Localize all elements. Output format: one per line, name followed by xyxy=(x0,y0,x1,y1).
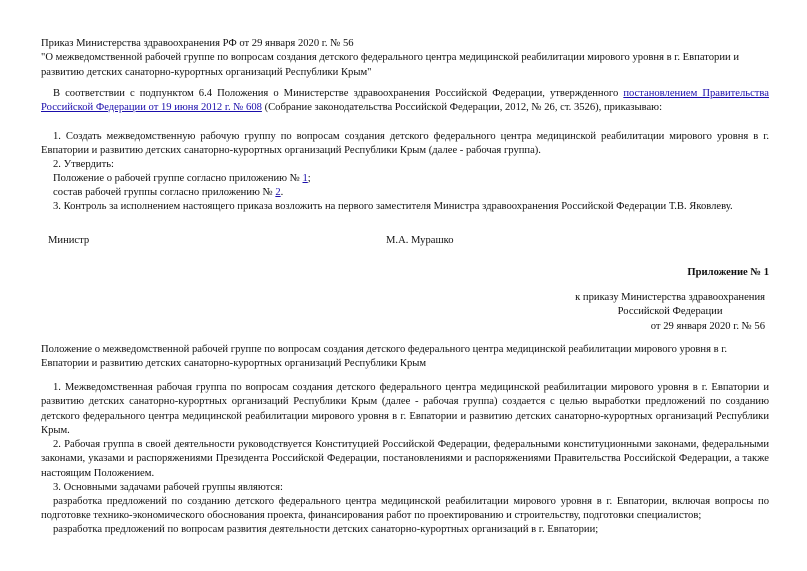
order-subtitle: "О межведомственной рабочей группе по вопросам создания детского федерального центра медицинской реабилитации мирового уровня в г. Евпатории и развитию детских санаторно-курортных организаций Республики Крым" xyxy=(41,52,739,78)
item-1: 1. Создать межведомственную рабочую группу по вопросам создания детского федерального центра медицинской реабилитации мирового уровня в г. Евпатории и развитию детских санаторно-курортных организаций Республики Крым (далее - рабочая группа). xyxy=(41,131,769,157)
item-3: 3. Контроль за исполнением настоящего приказа возложить на первого заместителя Министра здравоохранения Российской Федерации Т.В. Яковлеву. xyxy=(53,201,733,212)
appendix-label: Приложение № 1 xyxy=(687,267,769,278)
regulation-item-2: 2. Рабочая группа в своей деятельности руководствуется Конституцией Российской Федерации, федеральными конституционными законами, федеральными законами, указами и распоряжениями Президента Российской Федерации, постановлениями и распоряжениями Правительства Российской Федерации, а также настоящим Положением. xyxy=(41,439,769,479)
regulation-task-1: разработка предложений по созданию детского федерального центра медицинской реабилитации мирового уровня в г. Евпатории, включая вопросы по подготовке технико-экономического обоснования проекта, финансирования работ по проектированию и строительству, подготовки специалистов; xyxy=(41,496,769,522)
item-2-sub-2: состав рабочей группы согласно приложению № 2. xyxy=(53,187,284,198)
appendix-reference xyxy=(575,291,765,334)
decree-link[interactable]: постановлением Правительства Российской Федерации от 19 июня 2012 г. № 608 xyxy=(41,88,769,114)
signature-position: Министр xyxy=(48,235,90,246)
appendix-1-link[interactable]: 1 xyxy=(302,173,308,184)
appendix-ref-line-2: Российской Федерации xyxy=(617,306,723,318)
item-2-sub-1: Положение о рабочей группе согласно приложению № 1; xyxy=(53,173,311,184)
item-2-sub-2-text: состав рабочей группы согласно приложению № xyxy=(53,187,276,198)
signature-name: М.А. Мурашко xyxy=(386,235,454,246)
appendix-ref-line-1: к приказу Министерства здравоохранения xyxy=(575,292,765,303)
item-2-sub-1-text: Положение о рабочей группе согласно приложению № xyxy=(53,173,303,184)
regulation-item-3: 3. Основными задачами рабочей группы являются: xyxy=(53,482,283,493)
regulation-task-2: разработка предложений по вопросам развития деятельности детских санаторно-курортных организаций в г. Евпатории; xyxy=(53,524,599,535)
order-title: Приказ Министерства здравоохранения РФ от 29 января 2020 г. № 56 xyxy=(41,38,354,49)
appendix-2-link[interactable]: 2 xyxy=(275,187,281,198)
document-title xyxy=(41,37,769,80)
item-2: 2. Утвердить: xyxy=(53,159,114,170)
appendix-ref-line-3: от 29 января 2020 г. № 56 xyxy=(650,320,765,332)
preamble-text: В соответствии с подпунктом 6.4 Положения о Министерстве здравоохранения Российской Федерации, утвержденного xyxy=(53,88,624,99)
regulation-title: Положение о межведомственной рабочей группе по вопросам создания детского федерального центра медицинской реабилитации мирового уровня в г. Евпатории и развитию детских санаторно-курортных организаций Республики Крым xyxy=(41,344,728,370)
regulation-item-1: 1. Межведомственная рабочая группа по вопросам создания детского федерального центра медицинской реабилитации мирового уровня в г. Евпатории и развитию детских санаторно-курортных организаций Республики Крым (далее - рабочая группа) создается с целью выработки предложений по созданию детского федерального центра медицинской реабилитации мирового уровня в г. Евпатории и развитию детских санаторно-курортных организаций Республики Крым. xyxy=(41,382,769,437)
preamble-paragraph xyxy=(41,87,769,116)
preamble-text-end: (Собрание законодательства Российской Федерации, 2012, № 26, ст. 3526), приказываю: xyxy=(261,102,663,114)
